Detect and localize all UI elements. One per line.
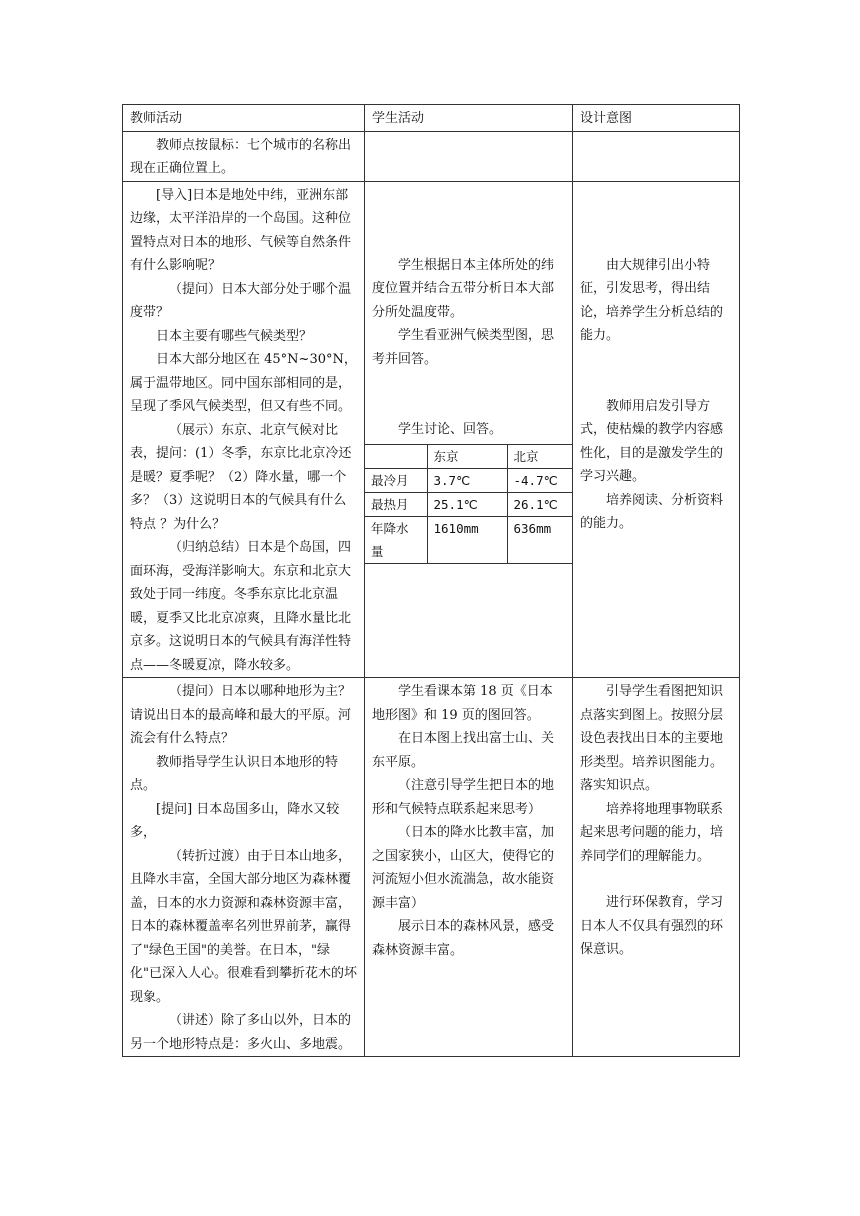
row1-teacher-text: 教师点按鼠标：七个城市的名称出现在正确位置上。	[130, 137, 352, 176]
row3-teacher-p2: 教师指导学生认识日本地形的特点。	[130, 754, 339, 793]
climate-label: 年降水量	[365, 516, 427, 563]
climate-header-tokyo: 东京	[427, 444, 507, 468]
row3-student-p2: 在日本图上找出富士山、关东平原。	[372, 731, 555, 770]
climate-header-row	[365, 444, 572, 468]
header-student-activity: 学生活动	[365, 105, 573, 132]
row3-teacher-cell	[123, 678, 365, 1057]
row3-design-p3: 进行环保教育，学习日本人不仅具有强烈的环保意识。	[580, 895, 724, 957]
lesson-plan-table	[122, 104, 740, 1057]
row2-student-p3: 学生讨论、回答。	[398, 422, 503, 437]
climate-row-hottest	[365, 492, 572, 516]
climate-label: 最冷月	[365, 468, 427, 492]
climate-value-tokyo: 1610mm	[427, 516, 507, 563]
row3-student-p4: （日本的降水比教丰富，加之国家狭小，山区大，使得它的河流短小但水流湍急，故水能资源丰富）	[372, 825, 555, 911]
climate-comparison-table	[365, 444, 572, 564]
row2-student-cell	[365, 181, 573, 678]
row3-student-cell	[365, 678, 573, 1057]
row2-teacher-cell	[123, 181, 365, 678]
climate-header-beijing: 北京	[507, 444, 572, 468]
row3-student-p5: 展示日本的森林风景，感受森林资源丰富。	[372, 919, 555, 958]
row2-design-p2: 教师用启发引导方式，使枯燥的教学内容感性化，目的是激发学生的学习兴趣。	[580, 398, 724, 484]
header-teacher-activity: 教师活动	[123, 105, 365, 132]
table-row	[123, 131, 740, 181]
row3-student-p3: （注意引导学生把日本的地形和气候特点联系起来思考）	[372, 778, 555, 817]
row3-student-p1: 学生看课本第 18 页《日本地形图》和 19 页的图回答。	[372, 684, 553, 723]
row3-design-cell	[573, 678, 740, 1057]
row1-student-cell	[365, 131, 573, 181]
row2-student-p2: 学生看亚洲气候类型图，思考并回答。	[372, 328, 555, 367]
header-design-intent: 设计意图	[573, 105, 740, 132]
row3-design-p2: 培养将地理事物联系起来思考问题的能力，培养同学们的理解能力。	[580, 801, 724, 864]
climate-header-empty	[365, 444, 427, 468]
climate-value-beijing: 26.1℃	[507, 492, 572, 516]
climate-value-tokyo: 25.1℃	[427, 492, 507, 516]
row1-design-cell	[573, 131, 740, 181]
row2-design-cell	[573, 181, 740, 678]
row2-teacher-p2: （提问）日本大部分处于哪个温度带？	[130, 281, 352, 320]
row3-teacher-p3: [提问] 日本岛国多山，降水又较多，	[130, 801, 340, 840]
row2-teacher-p6: （归纳总结）日本是个岛国，四面环海，受海洋影响大。东京和北京大致处于同一纬度。冬季东京比北京温暖，夏季又比北京凉爽，且降水量比北京多。这说明日本的气候具有海洋性特点——冬暖夏凉，降水较多。	[130, 540, 352, 673]
row3-design-p1: 引导学生看图把知识点落实到图上。按照分层设色表找出日本的主要地形类型。培养识图能力。落实知识点。	[580, 684, 724, 793]
climate-value-beijing: 636mm	[507, 516, 572, 563]
table-header-row	[123, 105, 740, 132]
row2-teacher-p5: （展示）东京、北京气候对比表，提问：(1）冬季，东京比北京冷还是暖？夏季呢？（2）降水量，哪一个多？（3）这说明日本的气候具有什么特点 ？为什么？	[130, 422, 352, 532]
row2-teacher-p3: 日本主要有哪些气候类型？	[156, 328, 313, 344]
table-row	[123, 678, 740, 1057]
row3-teacher-p4: （转折过渡）由于日本山地多，且降水丰富，全国大部分地区为森林覆盖，日本的水力资源和森林资源丰富，日本的森林覆盖率名列世界前茅，赢得了"绿色王国"的美誉。在日本，"绿化"已深入人心。很难看到攀折花木的坏现象。	[130, 848, 357, 1005]
climate-row-coldest	[365, 468, 572, 492]
row1-teacher-cell	[123, 131, 365, 181]
row2-teacher-p1: [导入]日本是地处中纬，亚洲东部边缘，太平洋沿岸的一个岛国。这种位置特点对日本的地形、气候等自然条件有什么影响呢？	[130, 187, 352, 273]
row3-teacher-p5: （讲述）除了多山以外，日本的另一个地形特点是：多火山、多地震。	[130, 1013, 352, 1052]
climate-row-precipitation	[365, 516, 572, 563]
row2-student-p1: 学生根据日本主体所处的纬度位置并结合五带分析日本大部分所处温度带。	[372, 257, 555, 320]
row3-teacher-p1: （提问）日本以哪种地形为主？请说出日本的最高峰和最大的平原。河流会有什么特点？	[130, 684, 352, 746]
climate-value-beijing: -4.7℃	[507, 468, 572, 492]
row2-teacher-p4: 日本大部分地区在 45°N~30°N，属于温带地区。同中国东部相同的是，呈现了季风气候类型，但又有些不同。	[130, 352, 357, 414]
row2-design-p3: 培养阅读、分析资料的能力。	[580, 492, 724, 531]
table-row	[123, 181, 740, 678]
climate-label: 最热月	[365, 492, 427, 516]
row2-design-p1: 由大规律引出小特征，引发思考，得出结论，培养学生分析总结的能力。	[580, 257, 724, 343]
climate-value-tokyo: 3.7℃	[427, 468, 507, 492]
